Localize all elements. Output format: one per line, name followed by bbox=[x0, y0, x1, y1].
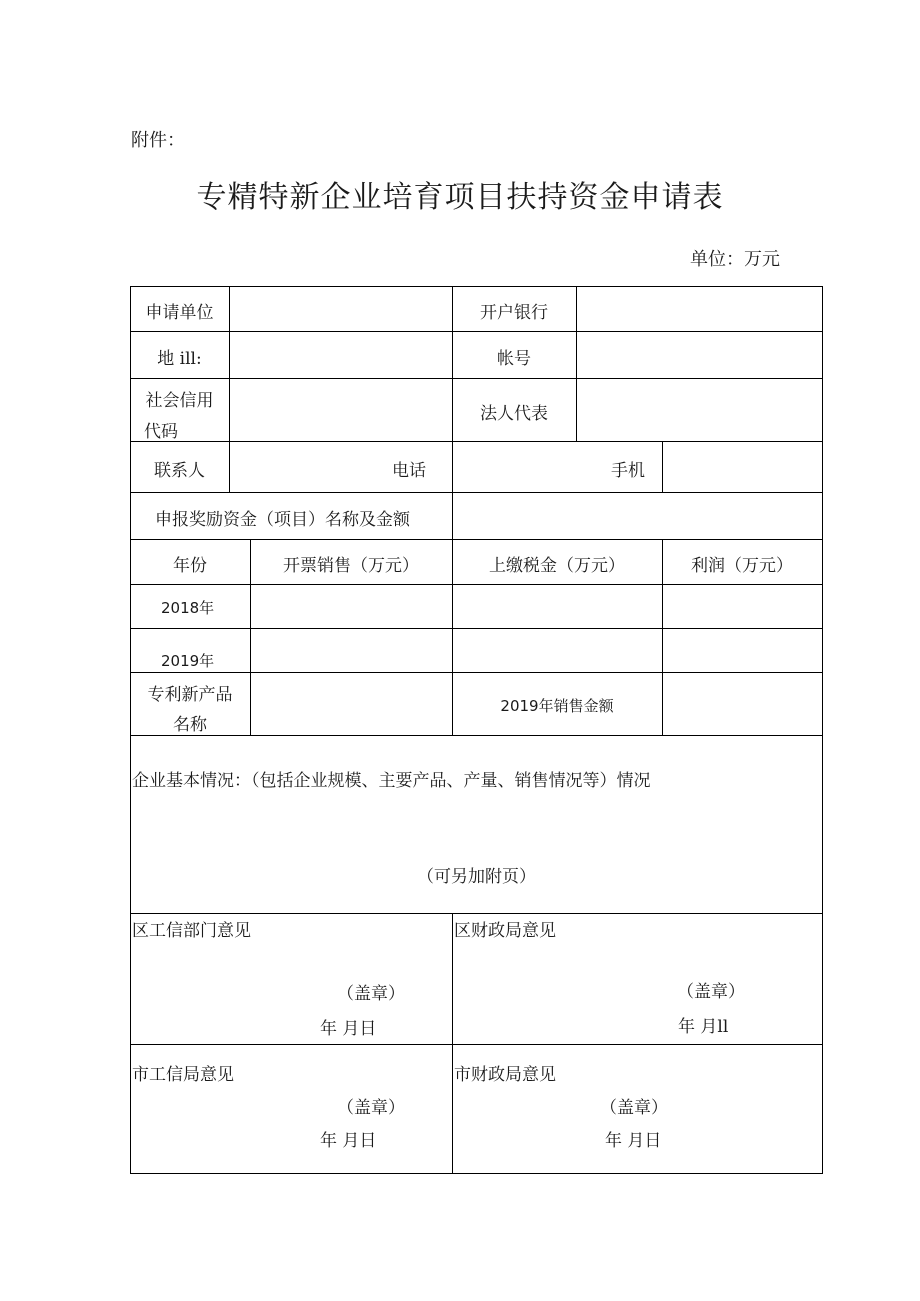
district-finance-opinion: 区财政局意见 bbox=[454, 921, 556, 941]
city-industry-opinion: 市工信局意见 bbox=[132, 1065, 234, 1085]
row-divider bbox=[130, 735, 823, 736]
row-divider bbox=[130, 378, 823, 379]
table-border-bottom bbox=[130, 1173, 823, 1174]
col-divider bbox=[229, 441, 230, 492]
table-border-right bbox=[822, 286, 823, 1174]
additional-pages-note: （可另加附页） bbox=[417, 867, 536, 887]
profit-header: 利润（万元） bbox=[691, 556, 793, 576]
phone-label: 电话 bbox=[392, 461, 426, 481]
application-form-table bbox=[130, 286, 823, 1174]
invoice-sales-header: 开票销售（万元） bbox=[283, 556, 419, 576]
legal-rep-label: 法人代表 bbox=[480, 404, 548, 424]
col-divider bbox=[452, 441, 453, 492]
basic-situation-label: 企业基本情况：（包括企业规模、主要产品、产量、销售情况等）情况 bbox=[132, 771, 651, 791]
col-divider bbox=[452, 913, 453, 1174]
unit-label: 单位：万元 bbox=[690, 249, 780, 270]
city-industry-seal: （盖章） bbox=[337, 1098, 405, 1118]
district-industry-date: 年 月日 bbox=[320, 1019, 377, 1039]
tax-header: 上缴税金（万元） bbox=[489, 556, 625, 576]
district-finance-date: 年 月ll bbox=[678, 1017, 729, 1037]
contact-label: 联系人 bbox=[154, 461, 205, 481]
attachment-label: 附件： bbox=[131, 130, 185, 151]
address-label: 地 ill: bbox=[157, 349, 202, 369]
credit-code-label: 社会信用 bbox=[145, 391, 214, 411]
product-label-2: 名称 bbox=[173, 715, 207, 735]
table-border-top bbox=[130, 286, 823, 287]
reward-label: 申报奖励资金（项目）名称及金额 bbox=[155, 510, 410, 530]
year-2019: 2019年 bbox=[161, 652, 215, 670]
row-divider bbox=[130, 913, 823, 914]
product-label: 专利新产品 bbox=[147, 685, 233, 705]
account-label: 帐号 bbox=[497, 349, 531, 369]
year-header: 年份 bbox=[173, 556, 207, 576]
district-finance-seal: （盖章） bbox=[677, 982, 745, 1002]
mobile-label: 手机 bbox=[611, 461, 645, 481]
col-divider bbox=[576, 286, 577, 441]
row-divider bbox=[130, 1044, 823, 1045]
city-finance-seal: （盖章） bbox=[600, 1098, 668, 1118]
city-finance-opinion: 市财政局意见 bbox=[454, 1065, 556, 1085]
col-divider bbox=[452, 492, 453, 539]
page-title: 专精特新企业培育项目扶持资金申请表 bbox=[196, 180, 724, 215]
row-divider bbox=[130, 492, 823, 493]
year-2018: 2018年 bbox=[161, 599, 215, 617]
row-divider bbox=[130, 331, 823, 332]
row-divider bbox=[130, 441, 823, 442]
row-divider bbox=[130, 672, 823, 673]
row-divider bbox=[130, 539, 823, 540]
city-industry-date: 年 月日 bbox=[320, 1131, 377, 1151]
col-divider bbox=[229, 286, 230, 441]
applicant-label: 申请单位 bbox=[145, 303, 214, 323]
district-industry-seal: （盖章） bbox=[337, 984, 405, 1004]
bank-label: 开户银行 bbox=[480, 303, 548, 323]
col-divider bbox=[662, 441, 663, 492]
row-divider bbox=[130, 628, 823, 629]
product-sales-label: 2019年销售金额 bbox=[500, 697, 614, 715]
city-finance-date: 年 月日 bbox=[605, 1131, 662, 1151]
row-divider bbox=[130, 584, 823, 585]
credit-code-label-2: 代码 bbox=[144, 422, 178, 442]
district-industry-opinion: 区工信部门意见 bbox=[132, 921, 251, 941]
